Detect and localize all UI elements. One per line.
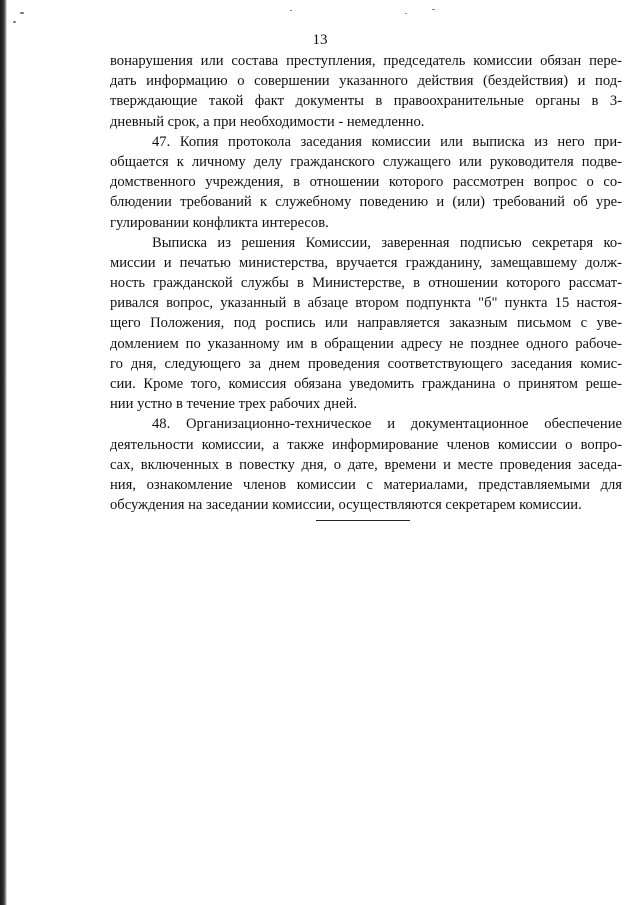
body-text: [110, 51, 622, 515]
scan-edge: [0, 0, 7, 905]
text-line: сах, включенных в повестку дня, о дате, времени и месте проведения заседа-: [110, 456, 622, 473]
paragraph: [110, 132, 622, 233]
text-line: дневный срок, а при необходимости - немедленно.: [110, 113, 425, 130]
text-line: блюдении требований к служебному поведению и (или) требований об уре-: [110, 194, 622, 211]
text-line: обсуждения на заседании комиссии, осуществляются секретарем комиссии.: [110, 497, 582, 514]
end-separator-line: [316, 520, 410, 521]
scan-speck: [432, 9, 435, 10]
page-number: 13: [312, 32, 328, 48]
paragraph: [110, 51, 622, 132]
scan-speck: [290, 10, 292, 11]
text-line: ния, ознакомление членов комиссии с материалами, представляемыми для: [110, 476, 622, 493]
text-line: вонарушения или состава преступления, председатель комиссии обязан пере-: [110, 53, 622, 69]
scan-speck: [20, 12, 24, 14]
text-line: 48. Организационно-техническое и документационное обеспечение: [152, 416, 622, 433]
text-line: ривался вопрос, указанный в абзаце втором подпункта "б" пункта 15 настоя-: [110, 295, 622, 312]
text-line: 47. Копия протокола заседания комиссии или выписка из него при-: [152, 133, 622, 150]
text-line: го дня, следующего за днем проведения соответствующего заседания комис-: [110, 355, 622, 372]
paragraph: [110, 414, 622, 515]
text-line: тверждающие такой факт документы в правоохранительные органы в 3-: [110, 93, 622, 110]
paragraph: [110, 233, 622, 415]
text-line: нии устно в течение трех рабочих дней.: [110, 396, 358, 413]
scan-speck: [13, 21, 16, 23]
text-line: общается к личному делу гражданского служащего или руководителя подве-: [110, 153, 622, 170]
text-line: ность гражданской службы в Министерстве, в отношении которого рассмат-: [110, 275, 622, 292]
text-line: деятельности комиссии, а также информирование членов комиссии о вопро-: [110, 436, 622, 453]
text-line: Выписка из решения Комиссии, заверенная подписью секретаря ко-: [152, 234, 622, 251]
text-line: миссии и печатью министерства, вручается гражданину, замещавшему долж-: [110, 254, 622, 271]
text-line: дать информацию о совершении указанного действия (бездействия) и под-: [110, 73, 622, 90]
text-line: домственного учреждения, в отношении которого рассмотрен вопрос о со-: [110, 174, 622, 191]
text-line: сии. Кроме того, комиссия обязана уведомить гражданина о принятом реше-: [110, 376, 622, 392]
scan-speck: [405, 13, 407, 14]
text-line: домлением по указанному им в обращении адресу не позднее одного рабоче-: [110, 335, 622, 352]
text-line: гулировании конфликта интересов.: [110, 214, 329, 231]
text-line: щего Положения, под роспись или направляется заказным письмом с уве-: [110, 315, 622, 332]
